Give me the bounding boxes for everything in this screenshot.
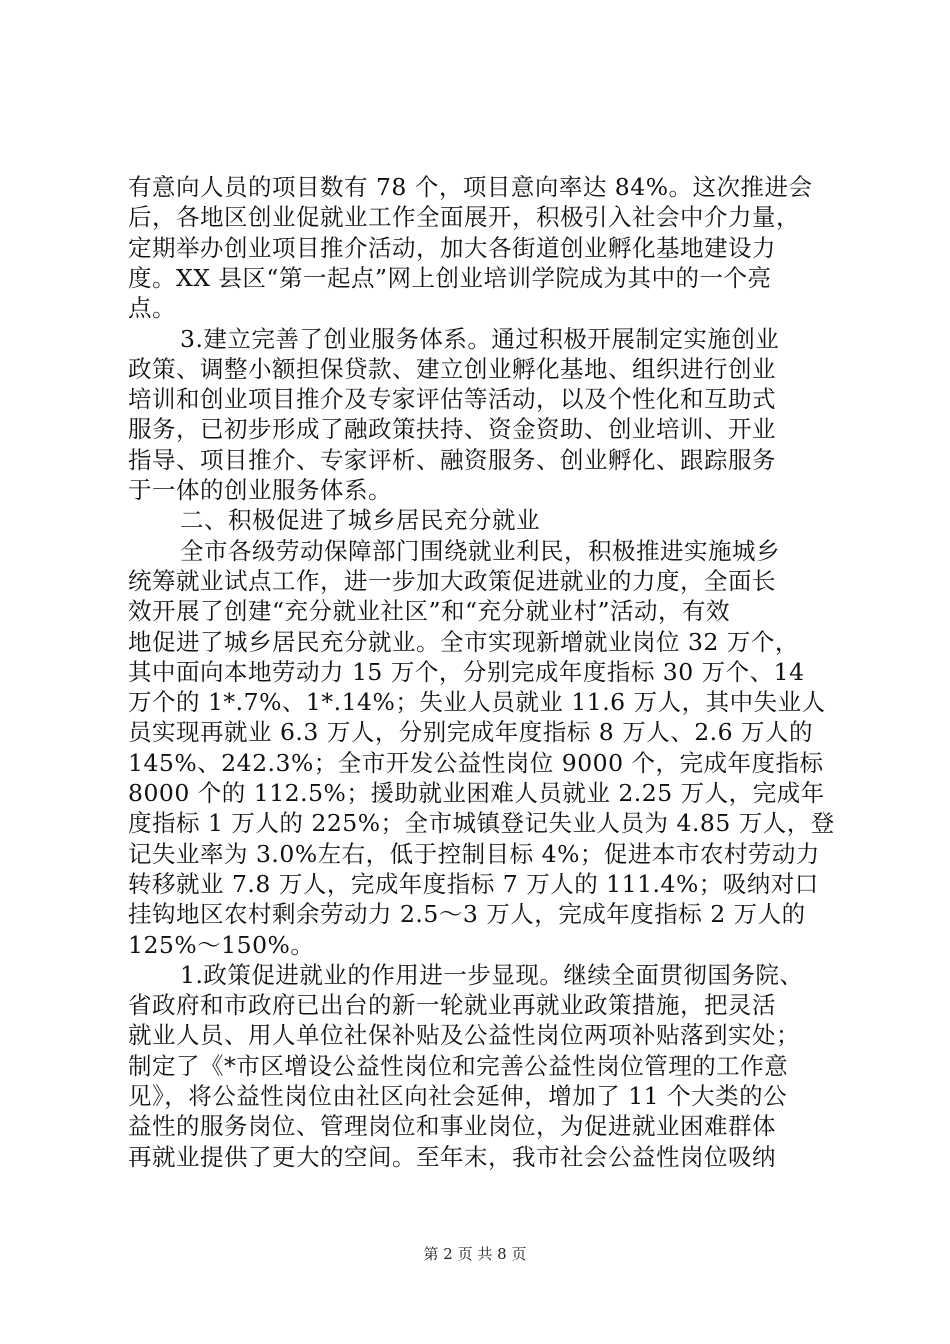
text-line: 服务，已初步形成了融政策扶持、资金资助、创业培训、开业 — [128, 415, 776, 444]
page-number-footer: 第 2 页 共 8 页 — [423, 1245, 527, 1263]
text-line: 指导、项目推介、专家评析、融资服务、创业孵化、跟踪服务 — [128, 445, 776, 474]
text-line: 转移就业 7.8 万人，完成年度指标 7 万人的 111.4%；吸纳对口 — [128, 869, 819, 898]
text-line: 后，各地区创业促就业工作全面展开，积极引入社会中介力量， — [128, 203, 800, 232]
text-line: 有意向人员的项目数有 78 个，项目意向率达 84%。这次推进会 — [128, 173, 813, 201]
text-line: 点。 — [128, 294, 176, 323]
paragraph-start-line: 1.政策促进就业的作用进一步显现。继续全面贯彻国务院、 — [180, 960, 804, 989]
text-line: 万个的 1*.7%、1*.14%；失业人员就业 11.6 万人，其中失业人 — [128, 688, 826, 717]
section-heading: 二、积极促进了城乡居民充分就业 — [180, 506, 540, 535]
text-line: 其中面向本地劳动力 15 万个，分别完成年度指标 30 万个、14 — [128, 657, 805, 686]
paragraph-start-line: 3.建立完善了创业服务体系。通过积极开展制定实施创业 — [180, 324, 780, 353]
text-line: 145%、242.3%；全市开发公益性岗位 9000 个，完成年度指标 — [128, 748, 824, 777]
text-line: 效开展了创建“充分就业社区”和“充分就业村”活动，有效 — [128, 597, 731, 626]
text-line: 就业人员、用人单位社保补贴及公益性岗位两项补贴落到实处； — [128, 1021, 800, 1050]
text-line: 于一体的创业服务体系。 — [128, 476, 392, 504]
text-line: 度。XX 县区“第一起点”网上创业培训学院成为其中的一个亮 — [128, 263, 772, 292]
text-line: 度指标 1 万人的 225%；全市城镇登记失业人员为 4.85 万人，登 — [128, 809, 835, 838]
text-line: 制定了《*市区增设公益性岗位和完善公益性岗位管理的工作意 — [128, 1051, 789, 1080]
text-line: 省政府和市政府已出台的新一轮就业再就业政策措施，把灵活 — [128, 991, 776, 1020]
text-line: 益性的服务岗位、管理岗位和事业岗位，为促进就业困难群体 — [128, 1112, 776, 1141]
text-line: 政策、调整小额担保贷款、建立创业孵化基地、组织进行创业 — [128, 354, 776, 383]
text-line: 定期举办创业项目推介活动，加大各街道创业孵化基地建设力 — [128, 233, 776, 262]
text-line: 员实现再就业 6.3 万人，分别完成年度指标 8 万人、2.6 万人的 — [128, 718, 814, 747]
text-line: 统筹就业试点工作，进一步加大政策促进就业的力度，全面长 — [128, 566, 776, 595]
text-line: 地促进了城乡居民充分就业。全市实现新增就业岗位 32 万个， — [128, 627, 799, 656]
text-line: 8000 个的 112.5%；援助就业困难人员就业 2.25 万人，完成年 — [128, 779, 825, 807]
text-line: 再就业提供了更大的空间。至年末，我市社会公益性岗位吸纳 — [128, 1142, 776, 1171]
text-line: 125%～150%。 — [128, 930, 315, 959]
text-line: 见》，将公益性岗位由社区向社会延伸，增加了 11 个大类的公 — [128, 1082, 788, 1110]
paragraph-start-line: 全市各级劳动保障部门围绕就业利民，积极推进实施城乡 — [180, 536, 780, 565]
text-line: 培训和创业项目推介及专家评估等活动，以及个性化和互助式 — [128, 385, 776, 414]
text-line: 挂钩地区农村剩余劳动力 2.5～3 万人，完成年度指标 2 万人的 — [128, 900, 806, 929]
text-line: 记失业率为 3.0%左右，低于控制目标 4%；促进本市农村劳动力 — [128, 839, 820, 868]
